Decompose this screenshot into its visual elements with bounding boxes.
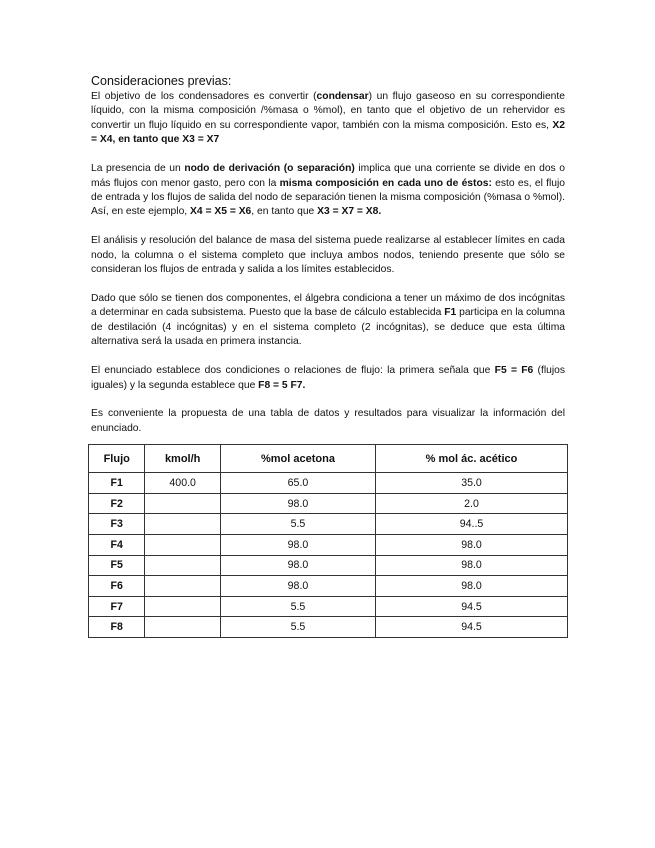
- bold-text: X3 = X7 = X8.: [317, 206, 382, 218]
- table-cell: 94..5: [376, 514, 568, 535]
- bold-text: X4 = X5 = X6: [190, 206, 252, 218]
- column-header: kmol/h: [145, 445, 220, 473]
- table-cell: [145, 576, 220, 597]
- table-cell: 65.0: [220, 473, 375, 494]
- text-run: esto es, el flujo de entrada y los flujos de salida del nodo de separación tienen la misma composición (%masa o %mol). Así, en este ejemplo,: [91, 177, 566, 218]
- column-header: %mol acetona: [220, 445, 375, 473]
- table-cell: 98.0: [376, 535, 568, 556]
- table-header-row: [89, 445, 568, 473]
- document-page: [91, 74, 565, 638]
- bold-text: condensar: [316, 91, 369, 102]
- data-table: [88, 444, 568, 638]
- table-row: [89, 555, 568, 576]
- table-cell: 98.0: [376, 555, 568, 576]
- section-heading: Consideraciones previas:: [91, 74, 232, 88]
- paragraph: [91, 234, 565, 277]
- text-run: (flujos iguales) y la segunda establece que: [91, 365, 566, 391]
- text-run: La presencia de un: [91, 163, 185, 175]
- text-run: , en tanto que: [251, 206, 318, 218]
- table-cell: [145, 514, 220, 535]
- table-row: [89, 576, 568, 597]
- table-cell: [145, 617, 220, 638]
- text-run: Dado que sólo se tienen dos componentes, el álgebra condiciona a tener un máximo de dos incógnitas a determinar en cada subsistema. Puesto que la base de cálculo establecida: [91, 292, 565, 319]
- flow-cell: F3: [89, 514, 145, 535]
- table-row: [89, 473, 568, 494]
- bold-text: X2 = X4, en tanto que X3 = X7: [91, 119, 565, 146]
- text-run: El enunciado establece dos condiciones o relaciones de flujo: la primera señala que: [91, 365, 495, 377]
- flow-cell: F1: [89, 473, 145, 494]
- bold-text: F1: [444, 307, 457, 319]
- table-cell: 98.0: [376, 576, 568, 597]
- bold-text: misma composición en cada uno de éstos:: [279, 177, 492, 189]
- flow-cell: F6: [89, 576, 145, 597]
- table-cell: 98.0: [220, 576, 375, 597]
- paragraph: [91, 407, 565, 436]
- table-body: [89, 473, 568, 638]
- text-run: ) un flujo gaseoso en su correspondiente líquido, con la misma composición /%masa o %mol), en tanto que el objetivo de un rehervidor es convertir un flujo líquido en su correspondiente vapor, también con la misma composición. Esto es,: [91, 91, 565, 131]
- paragraph: [91, 292, 565, 350]
- table-row: [89, 617, 568, 638]
- table-cell: 2.0: [376, 493, 568, 514]
- paragraph: [91, 364, 565, 393]
- paragraph: [91, 90, 565, 148]
- text-run: Es conveniente la propuesta de una tabla de datos y resultados para visualizar la información del enunciado.: [91, 408, 565, 434]
- table-cell: 400.0: [145, 473, 220, 494]
- table-cell: [145, 493, 220, 514]
- table-cell: 98.0: [220, 535, 375, 556]
- bold-text: F8 = 5 F7.: [258, 379, 306, 391]
- bold-text: F5 = F6: [494, 365, 534, 377]
- flow-cell: F5: [89, 555, 145, 576]
- table-cell: 35.0: [376, 473, 568, 494]
- table-cell: 94.5: [376, 596, 568, 617]
- flow-cell: F4: [89, 535, 145, 556]
- table-row: [89, 596, 568, 617]
- flow-cell: F2: [89, 493, 145, 514]
- table-cell: [145, 596, 220, 617]
- table-row: [89, 514, 568, 535]
- table-cell: 98.0: [220, 555, 375, 576]
- text-run: implica que una corriente se divide en dos o más flujos con menor gasto, pero con la: [91, 163, 565, 189]
- text-run: El objetivo de los condensadores es convertir (: [91, 91, 317, 102]
- table-cell: 5.5: [220, 596, 375, 617]
- bold-text: nodo de derivación (o separación): [184, 163, 355, 175]
- text-run: participa en la columna de destilación (4 incógnitas) y en el sistema completo (2 incógnitas), se deduce que esta última alternativa será la usada en primera instancia.: [91, 307, 565, 348]
- table-cell: 5.5: [220, 514, 375, 535]
- flow-cell: F8: [89, 617, 145, 638]
- flow-cell: F7: [89, 596, 145, 617]
- table-cell: [145, 535, 220, 556]
- body-text: [91, 90, 565, 436]
- table-row: [89, 493, 568, 514]
- paragraph: [91, 162, 565, 220]
- column-header: % mol ác. acético: [376, 445, 568, 473]
- table-cell: 94.5: [376, 617, 568, 638]
- table-cell: [145, 555, 220, 576]
- table-cell: 5.5: [220, 617, 375, 638]
- table-cell: 98.0: [220, 493, 375, 514]
- table-row: [89, 535, 568, 556]
- column-header: Flujo: [89, 445, 145, 473]
- text-run: El análisis y resolución del balance de masa del sistema puede realizarse al establecer límites en cada nodo, la columna o el sistema completo que incluya ambos nodos, teniendo presente que sólo se consideran los flujos de entrada y salida a los límites establecidos.: [91, 235, 565, 276]
